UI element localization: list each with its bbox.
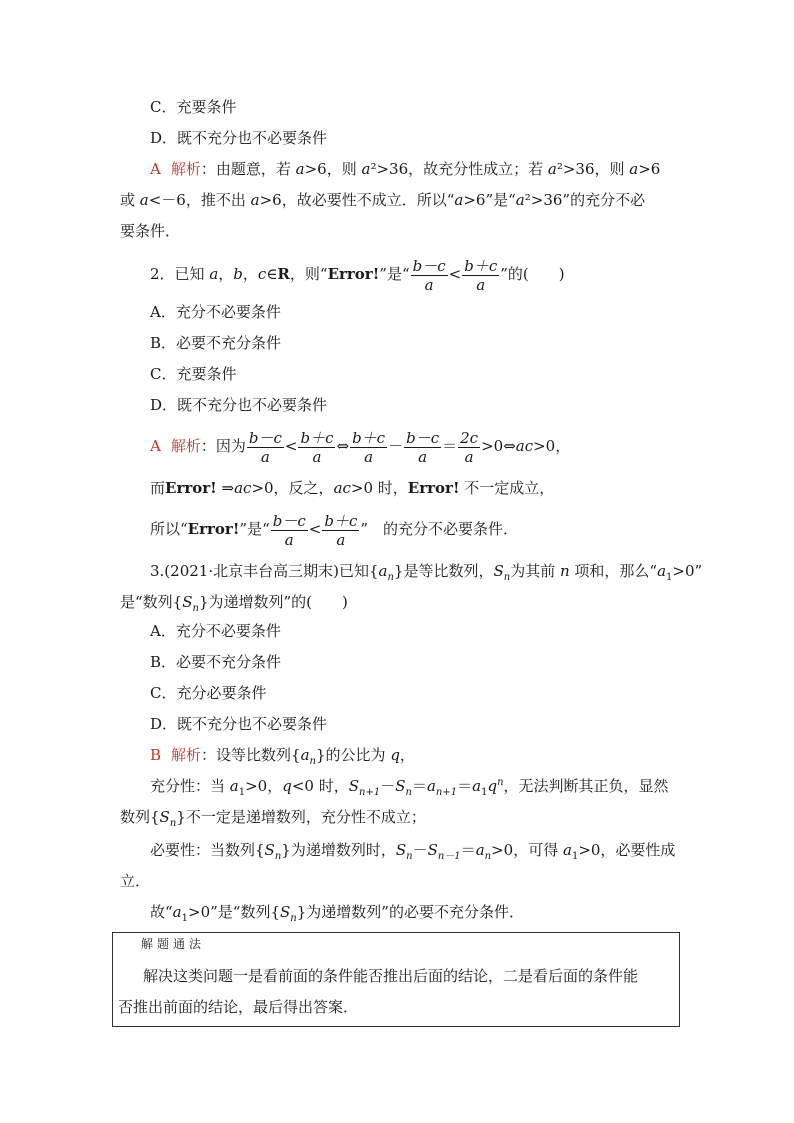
q1-solution-line-3: 要条件． xyxy=(120,222,181,240)
q2-stem: 2．已知 a，b，c∈R，则“Error!”是“ $\frac{b-c}{a}$ < $\frac{b+c}{a}$ ”的( ) xyxy=(150,256,565,294)
fraction: $\frac{b-c}{a}$ xyxy=(406,428,440,466)
q2-option-a: A．充分不必要条件 xyxy=(150,303,281,321)
fraction: $\frac{b+c}{a}$ xyxy=(352,428,386,466)
fraction: $\frac{b-c}{a}$ xyxy=(412,256,446,294)
error-placeholder: Error! xyxy=(165,479,217,497)
q3-option-c: C．充分必要条件 xyxy=(150,684,267,702)
method-box xyxy=(112,932,680,1027)
fraction: $\frac{b-c}{a}$ xyxy=(272,511,306,549)
q1-solution-line-2: 或 a<－6，推不出 a>6，故必要性不成立．所以“a>6”是“a²>36”的充分不必 xyxy=(120,191,646,209)
error-placeholder: Error! xyxy=(187,520,240,538)
fraction: $\frac{b-c}{a}$ xyxy=(248,428,282,466)
q3-stem-line-1: 3.(2021·北京丰台高三期末)已知$\{a_n\}$是等比数列，$S_n$为其前 n 项和，那么“$a_1>0$” xyxy=(150,562,703,583)
q3-stem-line-2: 是“数列$\{S_n\}$为递增数列”的( ) xyxy=(120,593,348,614)
q3-solution-line-1: B 解析：设等比数列$\{a_n\}$的公比为 q， xyxy=(150,746,415,767)
q1-option-c: C．充要条件 xyxy=(150,98,237,116)
fraction: $\frac{b+c}{a}$ xyxy=(300,428,334,466)
q2-solution-line-1: A 解析：因为 $\frac{b-c}{a}$ < $\frac{b+c}{a}$ ⇔ $\frac{b+c}{a}$ － $\frac{b-c}{a}$ ＝ $\frac{2c}{a}$ >0⇔ac>0， xyxy=(150,428,571,466)
q3-solution-line-2: 充分性：当 $a_1>0$，q<0 时，$S_{n+1}-S_n=a_{n+1}=a_1q^n$，无法判断其正负，显然 xyxy=(150,777,669,798)
q3-solution-line-3: 数列$\{S_n\}$不一定是递增数列，充分性不成立； xyxy=(120,808,426,829)
error-placeholder: Error! xyxy=(327,265,380,283)
answer-letter: A xyxy=(150,160,161,178)
q2-option-b: B．必要不充分条件 xyxy=(150,334,282,352)
fraction: $\frac{2c}{a}$ xyxy=(460,428,479,466)
analysis-label: 解析 xyxy=(171,746,202,764)
q1-option-d: D．既不充分也不必要条件 xyxy=(150,129,328,147)
q3-solution-line-6: 故“$a_1>0$”是“数列$\{S_n\}$为递增数列”的必要不充分条件． xyxy=(150,903,524,924)
answer-letter: A xyxy=(150,437,161,455)
fraction: $\frac{b+c}{a}$ xyxy=(464,256,498,294)
q2-option-c: C．充要条件 xyxy=(150,365,237,383)
method-box-line-1: 解决这类问题一是看前面的条件能否推出后面的结论，二是看后面的条件能 xyxy=(143,967,639,985)
analysis-label: 解析 xyxy=(170,437,201,455)
q3-solution-line-4: 必要性：当数列$\{S_n\}$为递增数列时，$S_n-S_{n-1}=a_n>0$，可得 $a_1>0$，必要性成 xyxy=(150,841,676,862)
method-box-title: 解题通法 xyxy=(141,937,206,951)
q3-option-a: A．充分不必要条件 xyxy=(150,622,281,640)
q3-solution-line-5: 立． xyxy=(120,872,151,890)
q1-solution-line-1: A 解析：由题意，若 a>6，则 a²>36，故充分性成立；若 a²>36，则 a>6 xyxy=(150,160,661,178)
q3-option-b: B．必要不充分条件 xyxy=(150,653,282,671)
q2-option-d: D．既不充分也不必要条件 xyxy=(150,396,328,414)
answer-letter: B xyxy=(150,746,162,764)
q2-solution-line-2: 而Error! ⇒ac>0，反之，ac>0 时，Error! 不一定成立， xyxy=(150,479,555,497)
q2-solution-line-3: 所以“Error!”是“ $\frac{b-c}{a}$ < $\frac{b+c}{a}$ ” 的充分不必要条件． xyxy=(150,511,519,549)
q3-option-d: D．既不充分也不必要条件 xyxy=(150,715,328,733)
error-placeholder: Error! xyxy=(407,479,460,497)
fraction: $\frac{b+c}{a}$ xyxy=(324,511,358,549)
analysis-label: 解析 xyxy=(170,160,201,178)
method-box-line-2: 否推出前面的结论，最后得出答案． xyxy=(118,998,359,1016)
